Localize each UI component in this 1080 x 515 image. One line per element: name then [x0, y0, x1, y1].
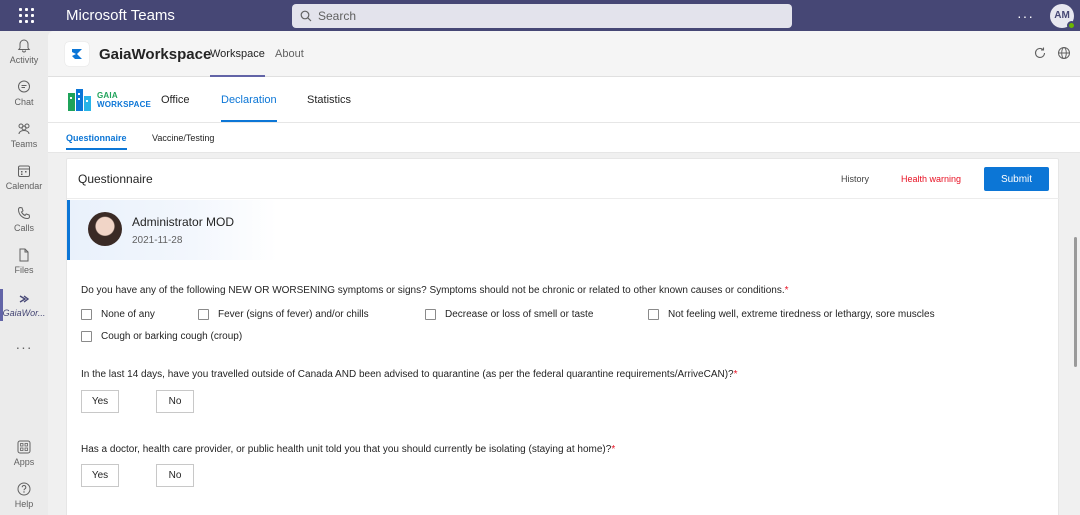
calendar-icon	[16, 163, 32, 179]
rail-label: Teams	[10, 139, 38, 149]
question-text: In the last 14 days, have you travelled outside of Canada AND been advised to quarantine (as per the federal quarantine requirements/ArriveCAN)?	[81, 369, 734, 380]
rail-item-help[interactable]	[0, 475, 48, 515]
checkbox-box[interactable]	[81, 331, 92, 342]
search-icon	[300, 10, 312, 22]
rail-label: Chat	[14, 97, 34, 107]
option-label: Cough or barking cough (croup)	[101, 331, 243, 342]
required-marker: *	[733, 369, 738, 380]
app-pane	[48, 31, 1080, 515]
avatar-initials: AM	[1054, 10, 1070, 21]
required-marker: *	[611, 444, 616, 455]
nav-office[interactable]: Office	[161, 94, 190, 106]
checkbox-not-feeling-well[interactable]	[648, 309, 935, 320]
teams-left-rail	[0, 31, 48, 515]
travel-no-button[interactable]: No	[156, 390, 194, 413]
checkbox-none-of-any[interactable]	[81, 309, 155, 320]
checkbox-fever[interactable]	[198, 309, 369, 320]
rail-item-apps[interactable]	[0, 433, 48, 473]
presence-available-icon	[1067, 21, 1076, 30]
subtab-questionnaire[interactable]: Questionnaire	[66, 133, 127, 143]
logo-text-workspace: WORKSPACE	[97, 100, 152, 109]
more-options-button[interactable]: ···	[1017, 7, 1034, 24]
card-header	[67, 159, 1060, 199]
refresh-icon[interactable]	[1033, 46, 1047, 60]
checkbox-box[interactable]	[648, 309, 659, 320]
checkbox-cough[interactable]	[81, 331, 242, 342]
profile-avatar[interactable]	[1050, 4, 1074, 28]
logo-text-gaia: GAIA	[97, 91, 118, 100]
rail-label: Apps	[13, 457, 35, 467]
rail-more-apps-button[interactable]	[0, 327, 48, 367]
gaia-workspace-logo	[67, 87, 151, 113]
questionnaire-card	[66, 158, 1059, 515]
option-label: None of any	[101, 309, 155, 320]
gaia-logo-icon	[67, 87, 93, 113]
rail-item-calls[interactable]	[0, 199, 48, 239]
globe-icon[interactable]	[1057, 46, 1071, 60]
question-text: Has a doctor, health care provider, or public health unit told you that you should currently be isolating (staying at home)?	[81, 444, 612, 455]
health-warning-button[interactable]: Health warning	[901, 174, 962, 184]
question-isolating	[81, 444, 615, 455]
rail-label: GaiaWor...	[2, 308, 46, 318]
required-marker: *	[784, 285, 789, 296]
user-name: Administrator MOD	[132, 215, 235, 229]
rail-item-activity[interactable]	[0, 31, 48, 71]
search-placeholder: Search	[318, 8, 357, 23]
option-label: Decrease or loss of smell or taste	[445, 309, 594, 320]
subtab-vaccine-testing[interactable]: Vaccine/Testing	[152, 133, 215, 143]
app-content	[48, 77, 1080, 515]
user-banner	[67, 200, 277, 260]
bell-icon	[16, 37, 32, 53]
gaia-app-icon	[17, 292, 31, 306]
question-travel	[81, 369, 738, 380]
nav-declaration[interactable]: Declaration	[221, 94, 277, 106]
rail-item-chat[interactable]	[0, 73, 48, 113]
file-icon	[16, 247, 32, 263]
option-label: Fever (signs of fever) and/or chills	[218, 309, 369, 320]
declaration-date: 2021-11-28	[132, 235, 183, 246]
app-name: GaiaWorkspace	[99, 46, 212, 63]
scrollbar-thumb[interactable]	[1074, 237, 1077, 367]
history-button[interactable]: History	[841, 174, 870, 184]
gaiaworkspace-app-icon	[65, 42, 89, 66]
help-icon	[16, 481, 32, 497]
sub-nav	[48, 123, 1080, 153]
checkbox-box[interactable]	[425, 309, 436, 320]
search-input[interactable]	[292, 4, 792, 28]
rail-label: Files	[14, 265, 34, 275]
nav-statistics[interactable]: Statistics	[307, 94, 352, 106]
rail-label: Calls	[13, 223, 34, 233]
rail-label: Activity	[9, 55, 39, 65]
rail-item-gaiaworkspace[interactable]	[0, 285, 48, 325]
isolating-no-button[interactable]: No	[156, 464, 194, 487]
card-title: Questionnaire	[78, 172, 153, 186]
app-launcher-button[interactable]	[0, 0, 52, 31]
main-nav	[48, 77, 1080, 123]
question-symptoms	[81, 285, 789, 296]
travel-yes-button[interactable]: Yes	[81, 390, 119, 413]
tab-about[interactable]: About	[275, 48, 304, 60]
waffle-icon	[19, 8, 34, 23]
isolating-yes-button[interactable]: Yes	[81, 464, 119, 487]
checkbox-box[interactable]	[198, 309, 209, 320]
question-text: Do you have any of the following NEW OR WORSENING symptoms or signs? Symptoms should not be chronic or related to other known causes or conditions.	[81, 285, 785, 296]
apps-icon	[16, 439, 32, 455]
submit-button[interactable]: Submit	[984, 167, 1049, 191]
rail-label: Calendar	[5, 181, 43, 191]
more-icon: ···	[15, 339, 33, 355]
checkbox-box[interactable]	[81, 309, 92, 320]
user-avatar	[88, 212, 122, 246]
option-label: Not feeling well, extreme tiredness or lethargy, sore muscles	[668, 309, 935, 320]
tab-workspace[interactable]: Workspace	[210, 48, 265, 60]
teams-top-bar	[0, 0, 1080, 31]
rail-label: Help	[14, 499, 34, 509]
app-header	[48, 31, 1080, 77]
rail-item-files[interactable]	[0, 241, 48, 281]
chat-icon	[16, 79, 32, 95]
rail-item-teams[interactable]	[0, 115, 48, 155]
checkbox-smell-taste[interactable]	[425, 309, 593, 320]
teams-title: Microsoft Teams	[66, 7, 175, 24]
teams-icon	[16, 121, 32, 137]
phone-icon	[16, 205, 32, 221]
rail-item-calendar[interactable]	[0, 157, 48, 197]
